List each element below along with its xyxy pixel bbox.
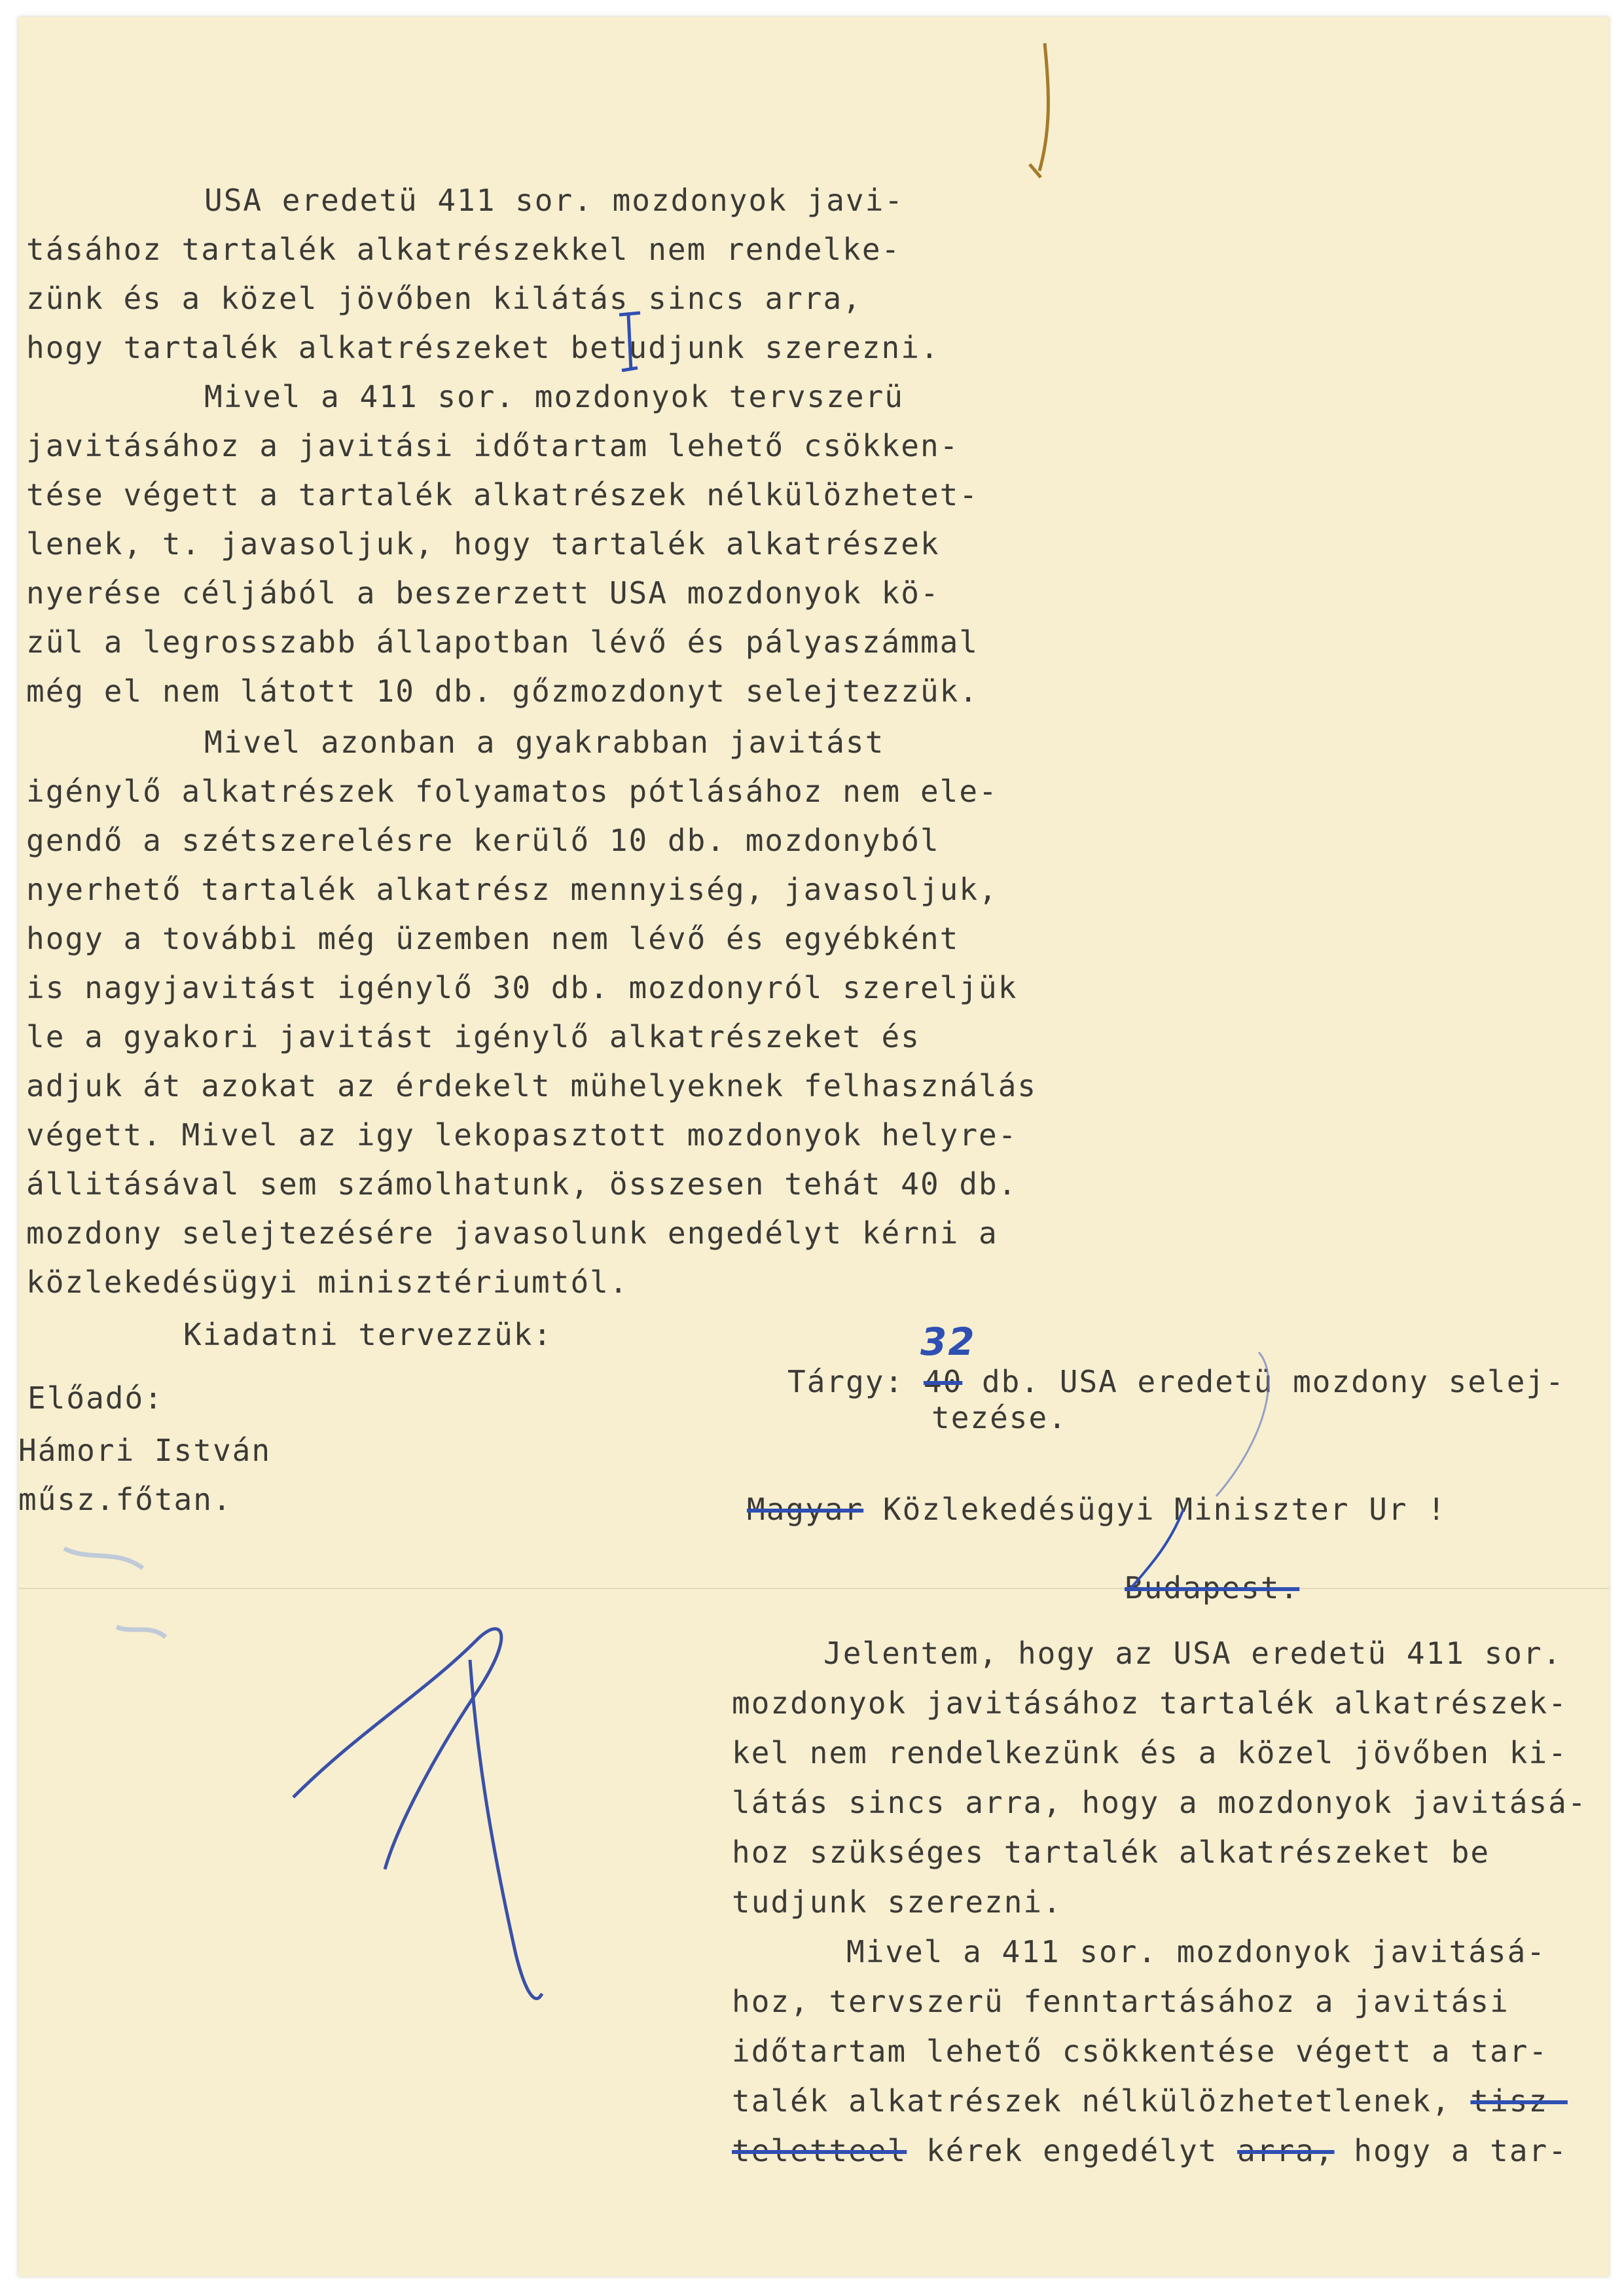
- city-struck: Budapest.: [1125, 1570, 1300, 1605]
- left-line-9: nyerése céljából a beszerzett USA mozdonyok kö-: [26, 575, 940, 611]
- left-line-21: állitásával sem számolhatunk, összesen tehát 40 db.: [26, 1166, 1018, 1202]
- struck-word-3: arra,: [1237, 2133, 1335, 2168]
- document-page: [18, 17, 1609, 2276]
- left-line-17: is nagyjavitást igénylő 30 db. mozdonyról szereljük: [26, 970, 1018, 1005]
- left-line-11: még el nem látott 10 db. gőzmozdonyt selejtezzük.: [26, 673, 979, 709]
- left-line-3: zünk és a közel jövőben kilátás sincs arra,: [26, 281, 862, 316]
- kiadatni-label: Kiadatni tervezzük:: [183, 1317, 553, 1352]
- last-line-mid: kérek engedélyt: [926, 2133, 1218, 2168]
- subject-line-2: tezése.: [931, 1400, 1068, 1435]
- right-body-line-9: időtartam lehető csökkentése végett a tar-: [732, 2034, 1549, 2069]
- insert-caret-mark: [619, 313, 640, 370]
- left-line-12: Mivel azonban a gyakrabban javitást: [204, 725, 885, 760]
- left-line-6: javitásához a javitási időtartam lehető csökken-: [26, 428, 960, 463]
- corner-tick-mark: [1030, 43, 1048, 177]
- ink-smudge: [64, 1549, 166, 1637]
- handwritten-number: 32: [920, 1319, 976, 1364]
- eloado-title: műsz.főtan.: [18, 1482, 232, 1517]
- left-line-20: végett. Mivel az igy lekopasztott mozdonyok helyre-: [26, 1117, 1018, 1153]
- right-body-line-4: látás sincs arra, hogy a mozdonyok javitásá-: [732, 1785, 1587, 1820]
- left-line-2: tásához tartalék alkatrészekkel nem rendelke-: [26, 232, 901, 267]
- left-line-4: hogy tartalék alkatrészeket betudjunk szerezni.: [26, 330, 940, 365]
- right-body-line-7: Mivel a 411 sor. mozdonyok javitásá-: [846, 1934, 1546, 1969]
- left-line-10: zül a legrosszabb állapotban lévő és pályaszámmal: [26, 624, 979, 660]
- address-struck: Magyar: [747, 1492, 864, 1527]
- left-line-18: le a gyakori javitást igénylő alkatrészeket és: [26, 1019, 920, 1054]
- right-body-line-10-text: talék alkatrészek nélkülözhetetlenek,: [732, 2083, 1451, 2119]
- right-body-line-8: hoz, tervszerü fenntartásához a javitási: [732, 1984, 1509, 2019]
- right-body-line-6: tudjunk szerezni.: [732, 1884, 1062, 1920]
- left-line-15: nyerhető tartalék alkatrész mennyiség, javasoljuk,: [26, 872, 998, 907]
- eloado-label: Előadó:: [27, 1380, 164, 1416]
- subject-struck-number: 40: [923, 1364, 963, 1399]
- left-line-5: Mivel a 411 sor. mozdonyok tervszerü: [204, 379, 904, 414]
- signature-mark: [293, 1629, 542, 1999]
- left-line-7: tése végett a tartalék alkatrészek nélkülözhetet-: [26, 477, 979, 512]
- address-slash-mark: [1131, 1509, 1183, 1588]
- address-rest: Közlekedésügyi Miniszter Ur !: [882, 1492, 1447, 1527]
- left-line-23: közlekedésügyi minisztériumtól.: [26, 1265, 629, 1300]
- left-line-14: gendő a szétszerelésre kerülő 10 db. mozdonyból: [26, 823, 940, 858]
- left-line-8: lenek, t. javasoljuk, hogy tartalék alkatrészek: [26, 526, 940, 562]
- left-line-19: adjuk át azokat az érdekelt mühelyeknek felhasználás: [26, 1068, 1038, 1103]
- left-line-13: igénylő alkatrészek folyamatos pótlásához nem ele-: [26, 774, 998, 809]
- right-body-line-2: mozdonyok javitásához tartalék alkatrészek-: [732, 1685, 1568, 1721]
- right-body-line-3: kel nem rendelkezünk és a közel jövőben ki-: [732, 1735, 1568, 1770]
- right-body-line-5: hoz szükséges tartalék alkatrészeket be: [732, 1835, 1490, 1870]
- struck-word-2: teletteel: [732, 2133, 907, 2168]
- eloado-name: Hámori István: [18, 1433, 272, 1468]
- right-body-line-1: Jelentem, hogy az USA eredetü 411 sor.: [823, 1636, 1562, 1671]
- struck-word-1: tisz-: [1470, 2083, 1568, 2119]
- last-line-end: hogy a tar-: [1354, 2133, 1568, 2168]
- subject-label: Tárgy:: [787, 1364, 905, 1399]
- subject-rest: db. USA eredetü mozdony selej-: [981, 1364, 1565, 1399]
- faint-curve-mark: [1216, 1352, 1269, 1496]
- left-line-16: hogy a további még üzemben nem lévő és egyébként: [26, 921, 960, 956]
- left-line-22: mozdony selejtezésére javasolunk engedélyt kérni a: [26, 1215, 998, 1251]
- pen-marks: [18, 17, 1609, 2276]
- left-line-1: USA eredetü 411 sor. mozdonyok javi-: [204, 183, 904, 218]
